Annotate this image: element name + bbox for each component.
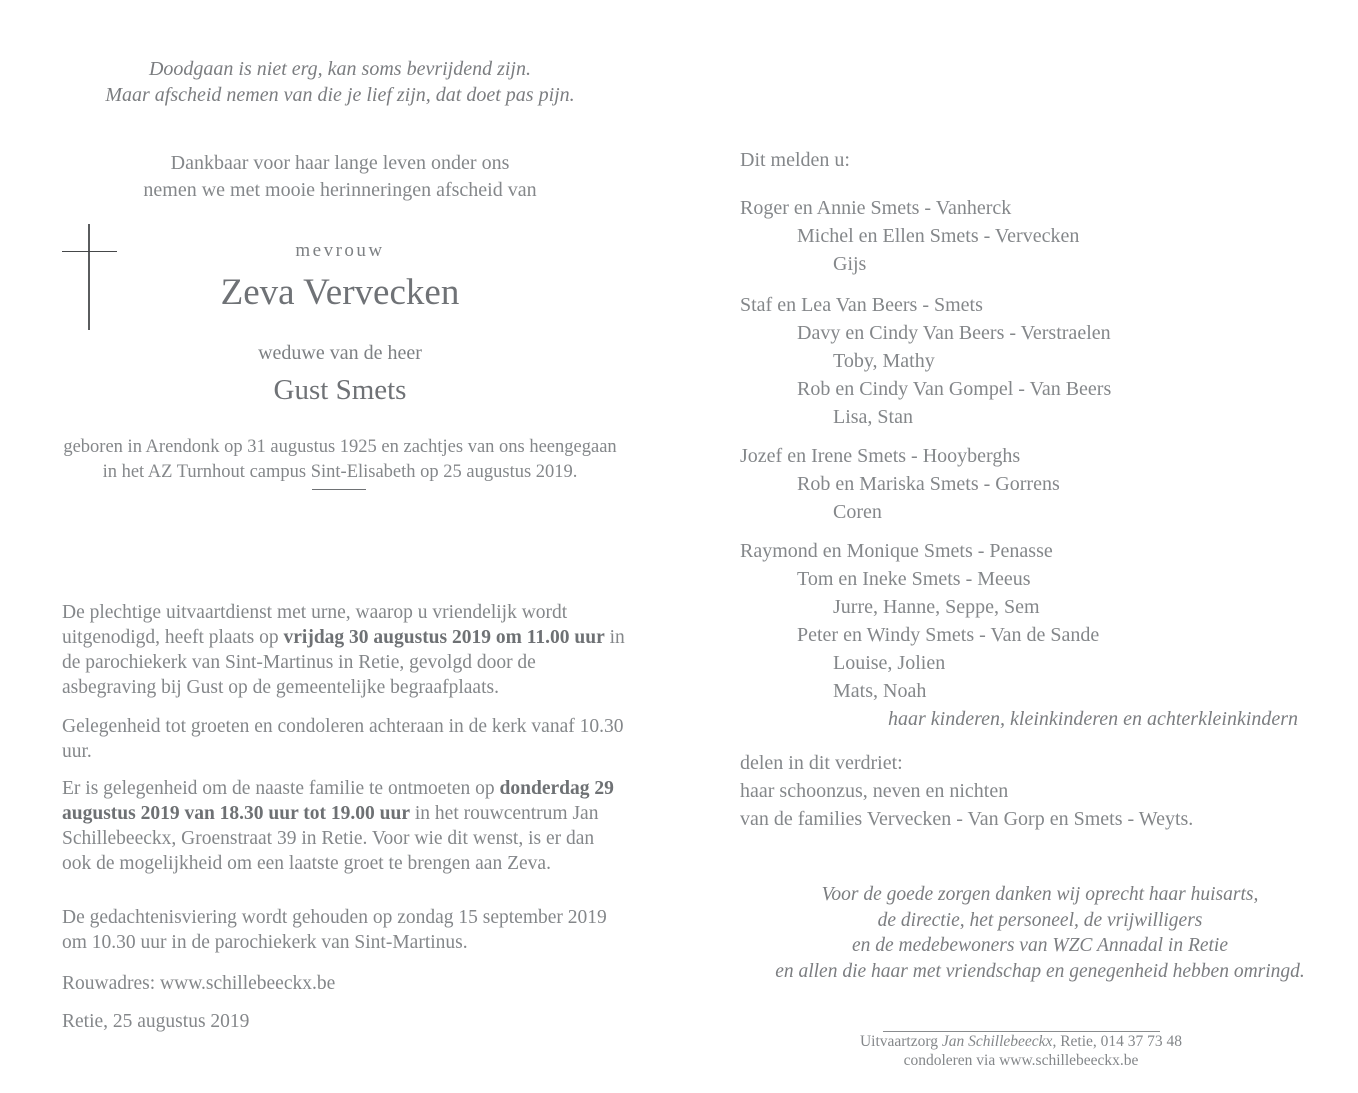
greeting-paragraph: Gelegenheid tot groeten en condoleren achteraan in de kerk vanaf 10.30 uur. (62, 716, 624, 762)
mourning-line: van de families Vervecken - Van Gorp en Smets - Weyts. (740, 808, 1194, 830)
spouse-name: Gust Smets (273, 374, 407, 406)
footer-rule (883, 1031, 1160, 1032)
family-member: Davy en Cindy Van Beers - Verstraelen (797, 322, 1111, 344)
funeral-service-text: in de parochiekerk van Sint-Martinus in Retie, gevolgd door de asbegraving bij Gust op de gemeentelijke begraafplaats. (62, 627, 625, 698)
family-member: Jozef en Irene Smets - Hooyberghs (740, 445, 1021, 467)
widow-of-label: weduwe van de heer (258, 342, 422, 364)
family-member: Louise, Jolien (833, 652, 946, 674)
family-member: Tom en Ineke Smets - Meeus (797, 568, 1031, 590)
family-member: Gijs (833, 253, 867, 275)
place-date-line: Retie, 25 augustus 2019 (62, 1011, 250, 1032)
thanks-line-2: de directie, het personeel, de vrijwilligers (877, 909, 1203, 931)
condolence-url: condoleren via www.schillebeeckx.be (903, 1051, 1139, 1069)
remembrance-paragraph: De gedachtenisviering wordt gehouden op zondag 15 september 2019 om 10.30 uur in de parochiekerk van Sint-Martinus. (62, 907, 607, 953)
undertaker-name: Jan Schillebeeckx (941, 1033, 1053, 1050)
family-member: Roger en Annie Smets - Vanherck (740, 197, 1012, 219)
intro-line-1: Dankbaar voor haar lange leven onder ons (170, 152, 510, 174)
opening-quote-line-1: Doodgaan is niet erg, kan soms bevrijdend zijn. (148, 58, 531, 80)
visitation-date-time: donderdag 29 augustus 2019 van 18.30 uur tot 19.00 uur (62, 778, 614, 824)
family-member: Michel en Ellen Smets - Vervecken (797, 225, 1080, 247)
funeral-service-paragraph (62, 600, 628, 700)
family-group-3 (740, 442, 1302, 526)
visitation-text: in het rouwcentrum Jan Schillebeeckx, Groenstraat 39 in Retie. Voor wie dit wenst, is er dan ook de mogelijkheid om een laatste groet te brengen aan Zeva. (62, 803, 599, 874)
visitation-paragraph (62, 776, 628, 876)
thanks-line-1: Voor de goede zorgen danken wij oprecht haar huisarts, (821, 884, 1259, 905)
family-group-4 (740, 537, 1302, 733)
mourning-block (740, 749, 1302, 833)
thanks-line-4: en allen die haar met vriendschap en genegenheid hebben omringd. (775, 960, 1305, 982)
divider-rule (312, 489, 366, 490)
undertaker-phone: , Retie, 014 37 73 48 (1052, 1033, 1183, 1050)
funeral-service-text: De plechtige uitvaartdienst met urne, waarop u vriendelijk wordt uitgenodigd, heeft plaats op (62, 602, 568, 648)
death-line: in het AZ Turnhout campus Sint-Elisabeth op 25 augustus 2019. (102, 462, 578, 482)
family-member: Coren (833, 501, 882, 523)
opening-quote (60, 56, 620, 108)
mourning-line: haar schoonzus, neven en nichten (740, 780, 1009, 802)
family-member: Raymond en Monique Smets - Penasse (740, 540, 1053, 562)
family-member: Rob en Mariska Smets - Gorrens (797, 473, 1060, 495)
family-member: Jurre, Hanne, Seppe, Sem (833, 596, 1040, 618)
salutation: mevrouw (295, 240, 385, 261)
undertaker-label: Uitvaartzorg (859, 1033, 942, 1050)
family-member: Mats, Noah (833, 680, 927, 702)
opening-quote-line-2: Maar afscheid nemen van die je lief zijn, dat doet pas pijn. (105, 84, 575, 106)
mourning-heading: delen in dit verdriet: (740, 752, 903, 774)
children-note: haar kinderen, kleinkinderen en achterkleinkindern (888, 708, 1299, 730)
announcement-heading: Dit melden u: (740, 149, 850, 171)
family-member: Staf en Lea Van Beers - Smets (740, 294, 983, 316)
visitation-text: Er is gelegenheid om de naaste familie te ontmoeten op (62, 778, 500, 799)
family-member: Rob en Cindy Van Gompel - Van Beers (797, 378, 1112, 400)
family-member: Toby, Mathy (833, 350, 935, 372)
thanks-line-3: en de medebewoners van WZC Annadal in Retie (851, 935, 1229, 956)
family-group-2 (740, 291, 1302, 431)
undertaker-line (740, 1033, 1302, 1052)
undertaker-footer (740, 1033, 1302, 1070)
family-member: Peter en Windy Smets - Van de Sande (797, 624, 1100, 646)
family-member: Lisa, Stan (833, 406, 913, 428)
thanks-block (740, 882, 1340, 984)
birth-line: geboren in Arendonk op 31 augustus 1925 en zachtjes van ons heengegaan (63, 437, 617, 457)
intro-text (60, 150, 620, 204)
mourning-address: Rouwadres: www.schillebeeckx.be (62, 973, 336, 994)
life-dates (60, 435, 620, 485)
family-group-1 (740, 194, 1302, 278)
deceased-name: Zeva Vervecken (220, 272, 460, 313)
intro-line-2: nemen we met mooie herinneringen afscheid van (143, 179, 537, 201)
funeral-date-time: vrijdag 30 augustus 2019 om 11.00 uur (283, 627, 605, 648)
